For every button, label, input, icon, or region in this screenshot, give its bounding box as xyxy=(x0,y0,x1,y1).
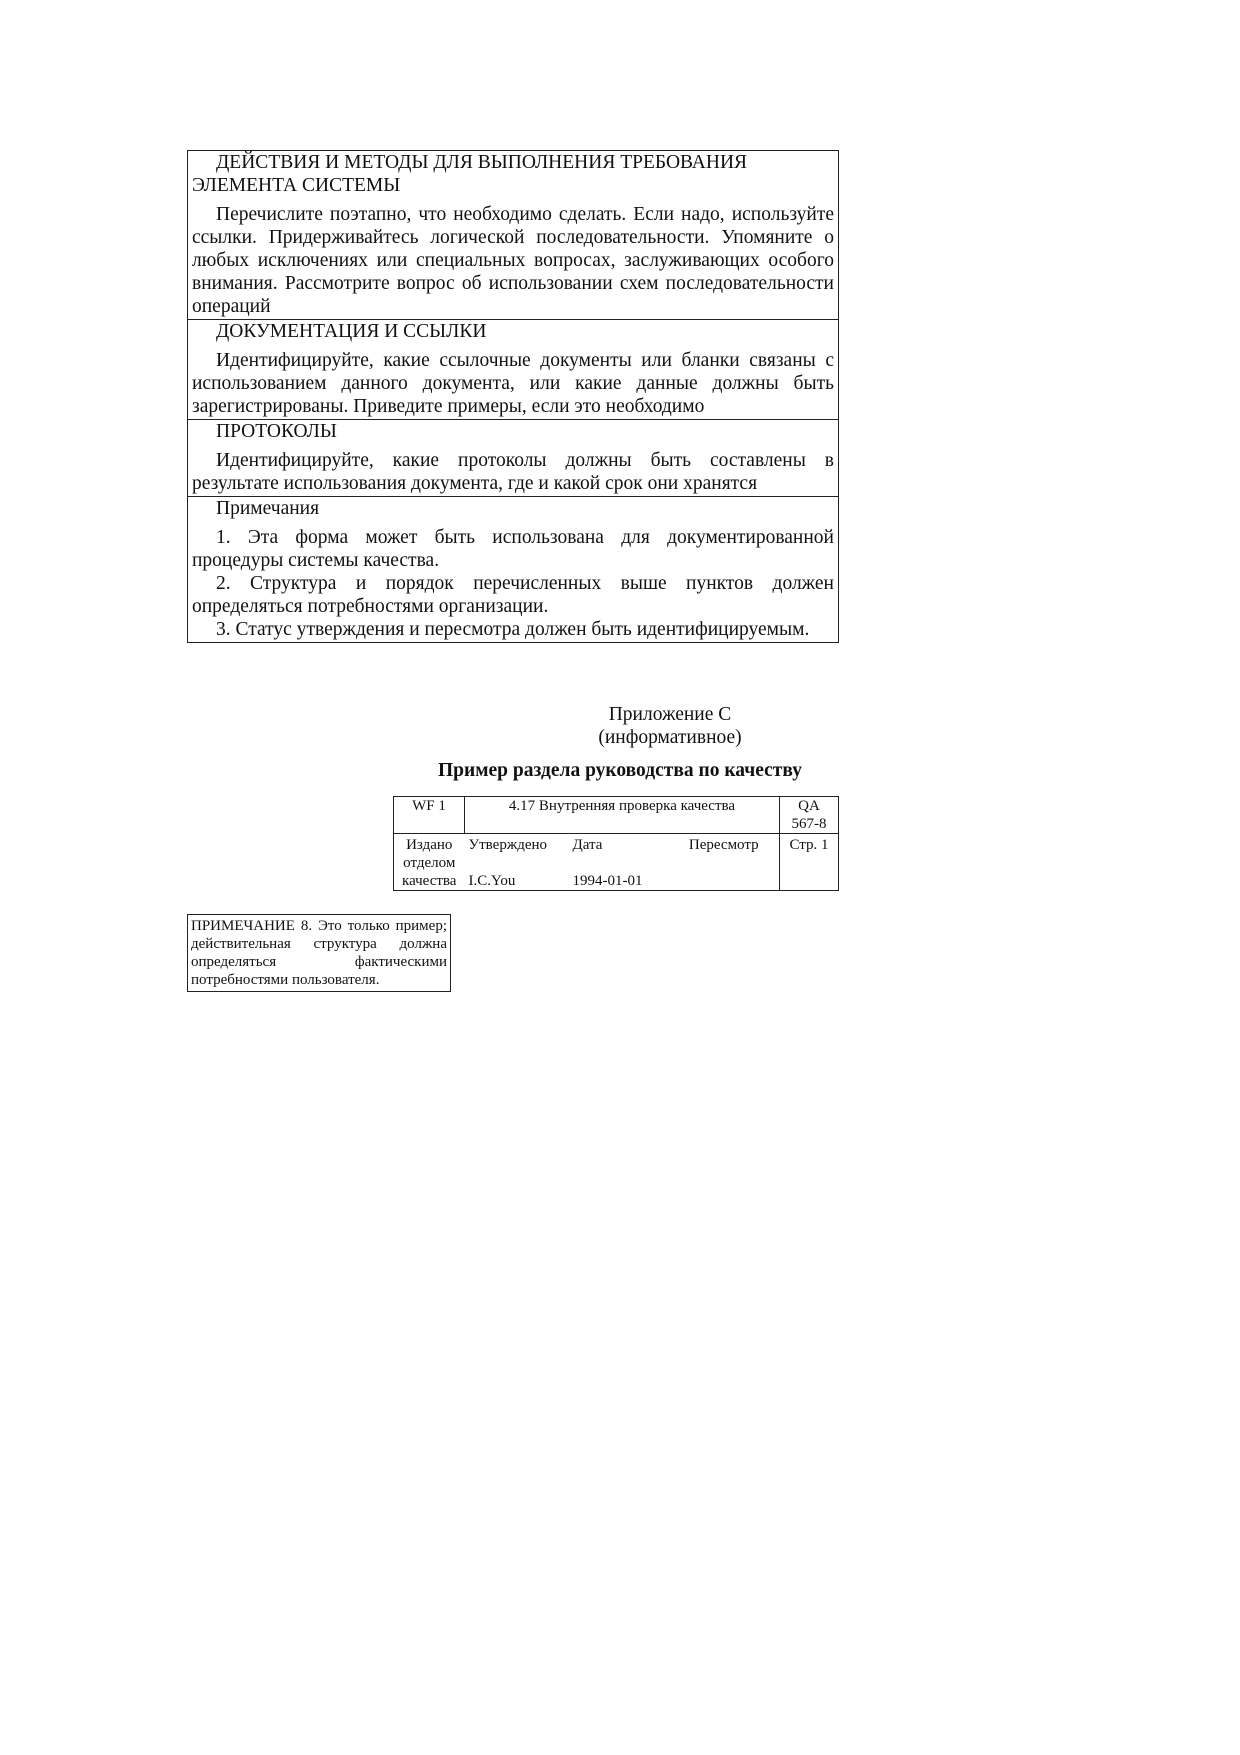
section-title-protocols: ПРОТОКОЛЫ xyxy=(216,421,337,442)
section-title-actions: ДЕЙСТВИЯ И МЕТОДЫ ДЛЯ ВЫПОЛНЕНИЯ ТРЕБОВАНИЯ ЭЛЕМЕНТА СИСТЕМЫ xyxy=(192,152,748,196)
section-row-documentation xyxy=(188,320,839,420)
annex-type: (информативное) xyxy=(598,727,742,748)
qm-ref-line1: QA xyxy=(798,798,820,814)
qm-issued-line2: отделом xyxy=(403,855,456,871)
qm-ref-line2: 567-8 xyxy=(791,816,827,832)
qm-row-title xyxy=(394,797,839,834)
section-row-actions xyxy=(188,151,839,320)
notes-title: Примечания xyxy=(216,498,320,519)
note-item-3: 3. Статус утверждения и пересмотра должен быть идентифицируемым. xyxy=(216,619,810,640)
qm-approved-label: Утверждено xyxy=(468,837,548,853)
section-cell xyxy=(188,320,839,420)
section-body-actions: Перечислите поэтапно, что необходимо сделать. Если надо, используйте ссылки. Придерживайтесь логической последовательности. Упомяните о любых исключениях или специальных вопросах, заслуживающих особого внимания. Рассмотрите вопрос об использовании схем последовательности операций xyxy=(192,204,834,317)
annex-header xyxy=(500,703,840,749)
qm-date-label: Дата xyxy=(572,837,603,853)
section-title-documentation: ДОКУМЕНТАЦИЯ И ССЫЛКИ xyxy=(216,321,487,342)
qm-approved-value: I.C.You xyxy=(468,873,516,889)
qm-page xyxy=(780,834,839,891)
qm-row-approval xyxy=(394,834,839,891)
section-cell xyxy=(188,497,839,643)
section-cell xyxy=(188,420,839,497)
qm-date-value: 1994-01-01 xyxy=(572,873,643,889)
requirements-form-table xyxy=(187,150,839,643)
section-row-notes xyxy=(188,497,839,643)
qm-revision-label: Пересмотр xyxy=(688,837,759,853)
qm-ref xyxy=(780,797,839,834)
annex-label: Приложение С xyxy=(608,704,732,725)
qm-issued xyxy=(394,834,465,891)
note-item-1: 1. Эта форма может быть использована для документированной процедуры системы качества. xyxy=(192,527,834,571)
qm-date xyxy=(569,834,669,891)
qm-code: WF 1 xyxy=(394,797,465,834)
qm-approved xyxy=(465,834,569,891)
qm-issued-line3: качества xyxy=(402,873,457,889)
qm-issued-line1: Издано xyxy=(406,837,453,853)
qm-page-label: Стр. 1 xyxy=(789,837,829,853)
annex-heading: Пример раздела руководства по качеству xyxy=(438,760,802,781)
section-body-documentation: Идентифицируйте, какие ссылочные документы или бланки связаны с использованием данного документа, или какие данные должны быть зарегистрированы. Приведите примеры, если это необходимо xyxy=(192,350,834,417)
section-cell xyxy=(188,151,839,320)
section-body-protocols: Идентифицируйте, какие протоколы должны быть составлены в результате использования документа, где и какой срок они хранятся xyxy=(192,450,834,494)
section-row-protocols xyxy=(188,420,839,497)
note-item-2: 2. Структура и порядок перечисленных выше пунктов должен определяться потребностями организации. xyxy=(192,573,834,617)
example-note-box: ПРИМЕЧАНИЕ 8. Это только пример; действительная структура должна определяться фактическими потребностями пользователя. xyxy=(187,914,451,992)
qm-revision xyxy=(669,834,780,891)
quality-manual-header-table xyxy=(393,796,839,891)
qm-section-title: 4.17 Внутренняя проверка качества xyxy=(465,797,780,834)
